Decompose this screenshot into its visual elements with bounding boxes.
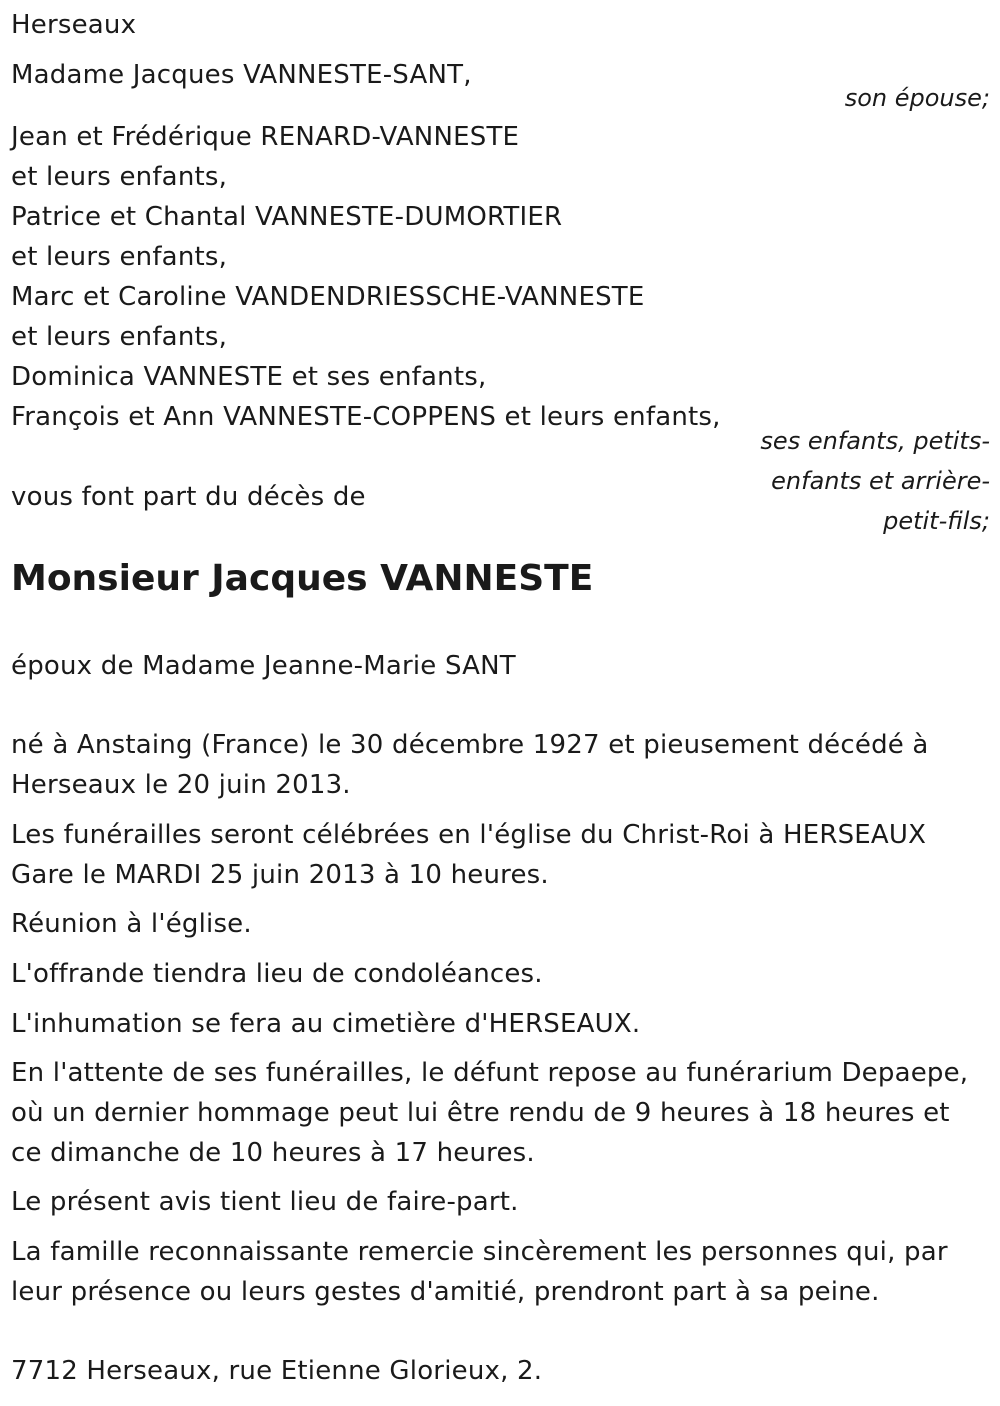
children-line: Patrice et Chantal VANNESTE-DUMORTIER	[11, 202, 563, 232]
children-line: et leurs enfants,	[11, 322, 228, 352]
offering-paragraph: L'offrande tiendra lieu de condoléances.	[11, 959, 543, 989]
birth-paragraph: né à Anstaing (France) le 30 décembre 1927 et pieusement décédé à Herseaux le 20 juin 2013.	[11, 730, 929, 800]
meeting-paragraph: Réunion à l'église.	[11, 909, 252, 939]
children-line: Marc et Caroline VANDENDRIESSCHE-VANNESTE	[11, 282, 645, 312]
spouse-line: Madame Jacques VANNESTE-SANT,	[11, 60, 472, 90]
children-role: ses enfants, petits-	[760, 427, 990, 455]
children-line: et leurs enfants,	[11, 162, 228, 192]
place-heading: Herseaux	[11, 10, 137, 40]
announcement: vous font part du décès de	[11, 482, 366, 512]
children-line: François et Ann VANNESTE-COPPENS et leurs enfants,	[11, 402, 721, 432]
funeral-paragraph: Les funérailles seront célébrées en l'église du Christ-Roi à HERSEAUX Gare le MARDI 25 juin 2013 à 10 heures.	[11, 820, 927, 890]
burial-paragraph: L'inhumation se fera au cimetière d'HERSEAUX.	[11, 1009, 641, 1039]
notice-paragraph: Le présent avis tient lieu de faire-part.	[11, 1187, 519, 1217]
children-line: Jean et Frédérique RENARD-VANNESTE	[11, 122, 520, 152]
children-line: Dominica VANNESTE et ses enfants,	[11, 362, 487, 392]
wake-paragraph: En l'attente de ses funérailles, le défunt repose au funérarium Depaepe, où un dernier hommage peut lui être rendu de 9 heures à 18 heures et ce dimanche de 10 heures à 17 heures.	[11, 1058, 969, 1168]
spouse-of: époux de Madame Jeanne-Marie SANT	[11, 651, 516, 681]
deceased-name: Monsieur Jacques VANNESTE	[11, 558, 594, 599]
children-role: enfants et arrière-	[771, 467, 990, 495]
address: 7712 Herseaux, rue Etienne Glorieux, 2.	[11, 1356, 543, 1386]
thanks-paragraph: La famille reconnaissante remercie sincèrement les personnes qui, par leur présence ou leurs gestes d'amitié, prendront part à sa peine.	[11, 1237, 948, 1307]
children-role: petit-fils;	[883, 507, 990, 535]
children-line: et leurs enfants,	[11, 242, 228, 272]
spouse-role: son épouse;	[844, 84, 990, 112]
